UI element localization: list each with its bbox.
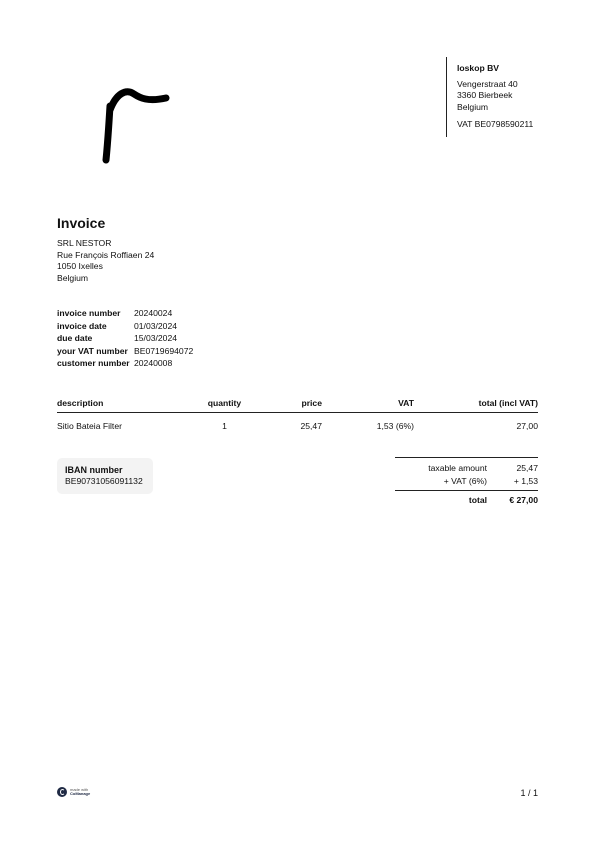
totals-divider bbox=[395, 490, 538, 491]
seller-vat: VAT BE0798590211 bbox=[457, 119, 534, 130]
totals-block bbox=[395, 457, 538, 507]
total-value: € 27,00 bbox=[509, 495, 538, 505]
line-vat: 1,53 (6%) bbox=[376, 420, 414, 431]
meta-row bbox=[57, 321, 193, 334]
customer-city: 1050 Ixelles bbox=[57, 261, 103, 272]
seller-street: Vengerstraat 40 bbox=[457, 78, 518, 89]
table-header-row bbox=[57, 396, 538, 412]
meta-row bbox=[57, 333, 193, 346]
customer-name: SRL NESTOR bbox=[57, 238, 112, 248]
meta-label: invoice number bbox=[57, 308, 121, 318]
meta-label: due date bbox=[57, 333, 93, 343]
meta-row bbox=[57, 358, 193, 371]
meta-label: your VAT number bbox=[57, 345, 128, 356]
taxable-value: 25,47 bbox=[516, 463, 538, 473]
vat-row bbox=[395, 475, 538, 488]
meta-row bbox=[57, 308, 193, 321]
customer-country: Belgium bbox=[57, 272, 89, 283]
taxable-row bbox=[395, 462, 538, 475]
brand-line2: CoManage bbox=[70, 791, 91, 796]
invoice-meta bbox=[57, 308, 193, 371]
made-with-badge[interactable] bbox=[57, 787, 90, 797]
page-number: 1 / 1 bbox=[520, 788, 538, 798]
col-description: description bbox=[57, 396, 197, 412]
brand-text bbox=[70, 788, 90, 797]
invoice-lines-table bbox=[57, 396, 538, 432]
comanage-logo-icon bbox=[57, 787, 67, 797]
meta-value: 15/03/2024 bbox=[134, 333, 178, 343]
line-description: Sitio Bateia Filter bbox=[57, 420, 122, 431]
taxable-label: taxable amount bbox=[428, 463, 487, 473]
line-total: 27,00 bbox=[516, 420, 538, 431]
brand-line1: made with bbox=[70, 786, 89, 792]
document-title: Invoice bbox=[57, 215, 106, 231]
seller-block bbox=[446, 57, 566, 137]
meta-label: customer number bbox=[57, 358, 130, 368]
line-price: 25,47 bbox=[300, 420, 322, 431]
customer-street: Rue François Roffiaen 24 bbox=[57, 249, 155, 260]
totals-divider bbox=[395, 457, 538, 458]
iban-label: IBAN number bbox=[65, 465, 123, 475]
meta-value: 20240024 bbox=[134, 308, 173, 318]
col-total: total (incl VAT) bbox=[414, 396, 538, 412]
total-row bbox=[395, 494, 538, 507]
meta-value: BE0719694072 bbox=[134, 345, 194, 356]
vat-label: + VAT (6%) bbox=[443, 476, 487, 486]
meta-value: 20240008 bbox=[134, 358, 173, 368]
company-logo bbox=[94, 82, 172, 164]
logo-stroke bbox=[106, 92, 166, 160]
iban-box bbox=[57, 458, 153, 494]
table-row bbox=[57, 412, 538, 432]
meta-row bbox=[57, 346, 193, 359]
seller-country: Belgium bbox=[457, 101, 489, 112]
meta-label: invoice date bbox=[57, 320, 107, 331]
seller-city: 3360 Bierbeek bbox=[457, 90, 513, 101]
customer-address bbox=[57, 238, 154, 284]
total-label: total bbox=[468, 495, 487, 505]
iban-value: BE90731056091132 bbox=[65, 476, 143, 487]
line-quantity: 1 bbox=[222, 420, 227, 431]
seller-name: loskop BV bbox=[457, 63, 500, 73]
vat-value: + 1,53 bbox=[513, 476, 538, 486]
col-vat: VAT bbox=[322, 396, 414, 412]
col-price: price bbox=[252, 396, 322, 412]
meta-value: 01/03/2024 bbox=[134, 320, 178, 331]
col-quantity: quantity bbox=[197, 396, 252, 412]
